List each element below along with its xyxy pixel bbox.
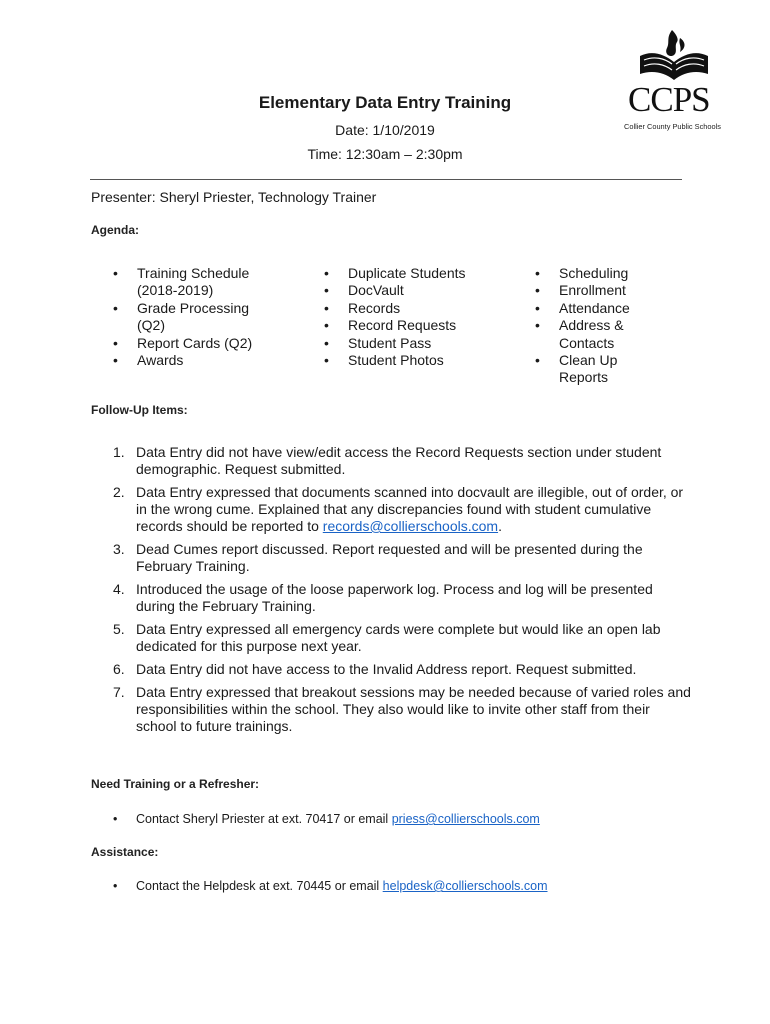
agenda-item: • Duplicate Students bbox=[324, 265, 504, 282]
agenda-item: • Student Photos bbox=[324, 352, 504, 369]
trainer-email-link[interactable]: priess@collierschools.com bbox=[391, 812, 540, 826]
presenter-line: Presenter: Sheryl Priester, Technology Trainer bbox=[91, 189, 377, 205]
records-email-link[interactable]: records@collierschools.com bbox=[322, 518, 499, 534]
followup-item bbox=[113, 661, 693, 678]
training-time: Time: 12:30am – 2:30pm bbox=[307, 146, 463, 162]
followup-number: 6. bbox=[113, 661, 125, 677]
agenda-item: • Training Schedule (2018-2019) bbox=[113, 265, 263, 300]
agenda-item: • Records bbox=[324, 300, 504, 317]
training-date: Date: 1/10/2019 bbox=[335, 122, 435, 138]
agenda-item: • Attendance bbox=[535, 300, 655, 317]
followup-text: Data Entry expressed all emergency cards were complete but would like an open lab dedicated for this purpose next year. bbox=[136, 621, 661, 654]
agenda-item: • Report Cards (Q2) bbox=[113, 335, 263, 352]
agenda-label: Agenda: bbox=[91, 223, 139, 237]
agenda-item: • Record Requests bbox=[324, 317, 504, 334]
assistance-label: Assistance: bbox=[91, 845, 159, 859]
followup-list bbox=[113, 444, 693, 741]
agenda-item: • Scheduling bbox=[535, 265, 655, 282]
followup-item bbox=[113, 541, 693, 575]
followup-item bbox=[113, 444, 693, 478]
agenda-column-3 bbox=[535, 265, 655, 387]
followup-text-end: . bbox=[498, 518, 502, 534]
assistance-contact-text: Contact the Helpdesk at ext. 70445 or email bbox=[136, 879, 383, 893]
followup-item bbox=[113, 621, 693, 655]
followup-text: Dead Cumes report discussed. Report requested and will be presented during the February Training. bbox=[136, 541, 643, 574]
followup-text: Data Entry did not have view/edit access the Record Requests section under student demographic. Request submitted. bbox=[136, 444, 662, 477]
agenda-item: • Enrollment bbox=[535, 282, 655, 299]
bullet-icon: • bbox=[113, 879, 118, 893]
followup-item bbox=[113, 684, 693, 735]
followup-number: 7. bbox=[113, 684, 125, 700]
bullet-icon: • bbox=[113, 812, 118, 826]
ccps-logo bbox=[620, 28, 728, 136]
agenda-column-2 bbox=[324, 265, 504, 369]
agenda-item: • DocVault bbox=[324, 282, 504, 299]
followup-text: Data Entry did not have access to the Invalid Address report. Request submitted. bbox=[136, 661, 637, 677]
followup-item bbox=[113, 484, 693, 535]
followup-item bbox=[113, 581, 693, 615]
book-flame-icon bbox=[620, 28, 728, 84]
agenda-column-1 bbox=[113, 265, 263, 369]
followup-text: Data Entry expressed that documents scanned into docvault are illegible, out of order, or in the wrong cume. Explained that any discrepancies found with student cumulative records should be reported to bbox=[136, 484, 684, 534]
helpdesk-email-link[interactable]: helpdesk@collierschools.com bbox=[382, 879, 548, 893]
agenda-item: • Awards bbox=[113, 352, 263, 369]
training-contact bbox=[113, 812, 540, 826]
assistance-contact bbox=[113, 879, 548, 893]
followup-text: Introduced the usage of the loose paperwork log. Process and log will be presented during the February Training. bbox=[136, 581, 653, 614]
agenda-item: • Student Pass bbox=[324, 335, 504, 352]
followup-number: 1. bbox=[113, 444, 125, 460]
logo-subtitle: Collier County Public Schools bbox=[624, 122, 721, 131]
followup-text: Data Entry expressed that breakout sessions may be needed because of varied roles and responsibilities within the school. They also would like to invite other staff from their school to future trainings. bbox=[136, 684, 691, 734]
followup-number: 2. bbox=[113, 484, 125, 500]
training-contact-text: Contact Sheryl Priester at ext. 70417 or email bbox=[136, 812, 392, 826]
followup-number: 5. bbox=[113, 621, 125, 637]
agenda-item: • Address & Contacts bbox=[535, 317, 655, 352]
logo-wordmark: CCPS bbox=[628, 80, 710, 119]
training-label: Need Training or a Refresher: bbox=[91, 777, 260, 791]
agenda-item: • Grade Processing (Q2) bbox=[113, 300, 263, 335]
header-divider bbox=[90, 179, 682, 180]
document-title: Elementary Data Entry Training bbox=[258, 93, 512, 112]
agenda-item: • Clean Up Reports bbox=[535, 352, 655, 387]
followup-number: 4. bbox=[113, 581, 125, 597]
followup-number: 3. bbox=[113, 541, 125, 557]
followup-label: Follow-Up Items: bbox=[91, 403, 188, 417]
